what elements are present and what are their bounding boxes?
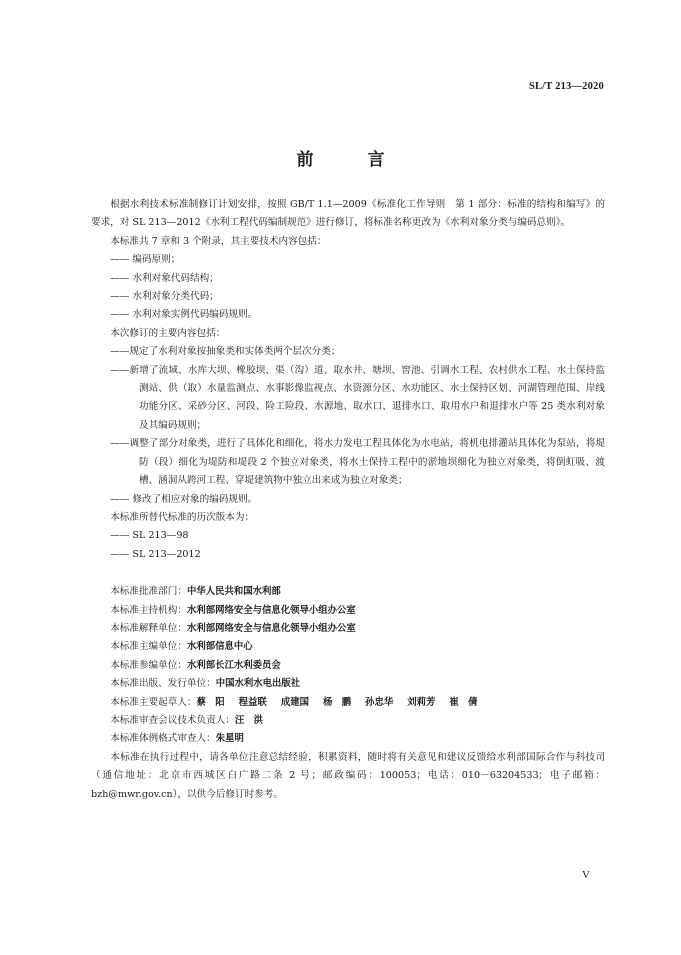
credit-label: 本标准参编单位：: [110, 659, 187, 671]
credit-label: 本标准解释单位：: [110, 622, 187, 634]
reviewer-label: 本标准体例格式审查人：: [110, 733, 216, 745]
credit-line: [91, 602, 605, 620]
credit-label: 本标准出版、发行单位：: [110, 678, 216, 690]
credit-value: 水利部长江水利委员会: [186, 659, 281, 671]
intro-paragraph: 根据水利技术标准制修订计划安排，按照 GB/T 1.1—2009《标准化工作导则 第 1 部分：标准的结构和编写》的要求，对 SL 213—2012《水利工程代码编制规范》进行修订，将标准名称更改为《水利对象分类与编码总则》。: [91, 199, 605, 229]
reviewer-line: [91, 712, 605, 730]
standard-code: SL/T 213—2020: [528, 81, 604, 92]
credit-line: [91, 583, 605, 601]
drafter-name: 成建国: [280, 696, 309, 708]
revision-intro: 本次修订的主要内容包括：: [110, 327, 226, 339]
credit-line: [91, 620, 605, 638]
page-title: 前 言: [296, 150, 409, 170]
list-item: —— 编码原则；: [110, 254, 181, 266]
replaced-version: —— SL 213—2012: [110, 548, 201, 560]
drafter-name: 刘莉芳: [407, 696, 436, 708]
credit-value: 中国水利水电出版社: [215, 678, 301, 690]
credit-label: 本标准主编单位：: [110, 641, 187, 653]
revision-item: ——规定了水利对象按抽象类和实体类两个层次分类；: [110, 346, 341, 358]
list-item: —— 水利对象代码结构；: [110, 272, 219, 284]
drafter-name: 蔡 阳: [196, 696, 225, 708]
revision-item: —— 修改了相应对象的编码规则。: [110, 493, 258, 505]
revision-item: ——新增了流域、水库大坝、橡胶坝、渠（沟）道、取水井、塘坝、窖池、引调水工程、农村供水工程、水土保持监测站、供（取）水量监测点、水事影像监视点、水资源分区、水功能区、水土保持区划、河湖管理范围、岸线功能分区、采砂分区、河段、险工险段、水源地、取水口、退排水口、取用水户和退排水户等 25 类水利对象及其编码规则；: [110, 364, 605, 431]
credit-line: [91, 657, 605, 675]
reviewer-value: 汪 洪: [234, 714, 264, 726]
closing-paragraph: 本标准在执行过程中，请各单位注意总结经验，积累资料，随时将有关意见和建议反馈给水利部国际合作与科技司（通信地址：北京市西城区白广路二条 2 号；邮政编码：100053；电话：010－63204533；电子邮箱：bzh@mwr.gov.cn），以供今后修订时参考。: [91, 751, 605, 800]
reviewer-value: 朱星明: [215, 733, 244, 745]
list-item: —— 水利对象实例代码编码规则。: [110, 309, 258, 321]
reviewer-line: [91, 730, 605, 748]
drafter-name: 崔 倩: [449, 696, 478, 708]
drafters-label: 本标准主要起草人：: [110, 696, 197, 708]
credit-value: 水利部信息中心: [186, 641, 253, 653]
credit-value: 水利部网络安全与信息化领导小组办公室: [186, 622, 356, 634]
reviewer-label: 本标准审查会议技术负责人：: [110, 714, 235, 726]
credit-value: 中华人民共和国水利部: [186, 586, 281, 598]
credit-value: 水利部网络安全与信息化领导小组办公室: [186, 604, 356, 616]
drafters-line: [91, 694, 605, 712]
revision-item: ——调整了部分对象类，进行了具体化和细化，将水力发电工程具体化为水电站，将机电排灌站具体化为泵站，将堤防（段）细化为堤防和堤段 2 个独立对象类，将水土保持工程中的淤地坝细化为独立对象类，将倒虹吸、渡槽、涵洞从跨河工程、穿堤建筑物中独立出来成为独立对象类；: [110, 438, 605, 487]
credit-line: [91, 675, 605, 693]
page-number: V: [582, 869, 590, 881]
contents-intro: 本标准共 7 章和 3 个附录，其主要技术内容包括：: [110, 235, 327, 247]
credit-line: [91, 638, 605, 656]
drafter-name: 程益联: [238, 696, 267, 708]
replaced-intro: 本标准所替代标准的历次版本为：: [110, 511, 255, 523]
credit-label: 本标准批准部门：: [110, 586, 187, 598]
drafter-name: 杨 鹏: [322, 696, 352, 708]
document-body: [91, 196, 605, 804]
list-item: —— 水利对象分类代码；: [110, 291, 219, 303]
replaced-version: —— SL 213—98: [110, 530, 189, 542]
drafter-name: 孙忠华: [365, 696, 394, 708]
credit-label: 本标准主持机构：: [110, 604, 187, 616]
